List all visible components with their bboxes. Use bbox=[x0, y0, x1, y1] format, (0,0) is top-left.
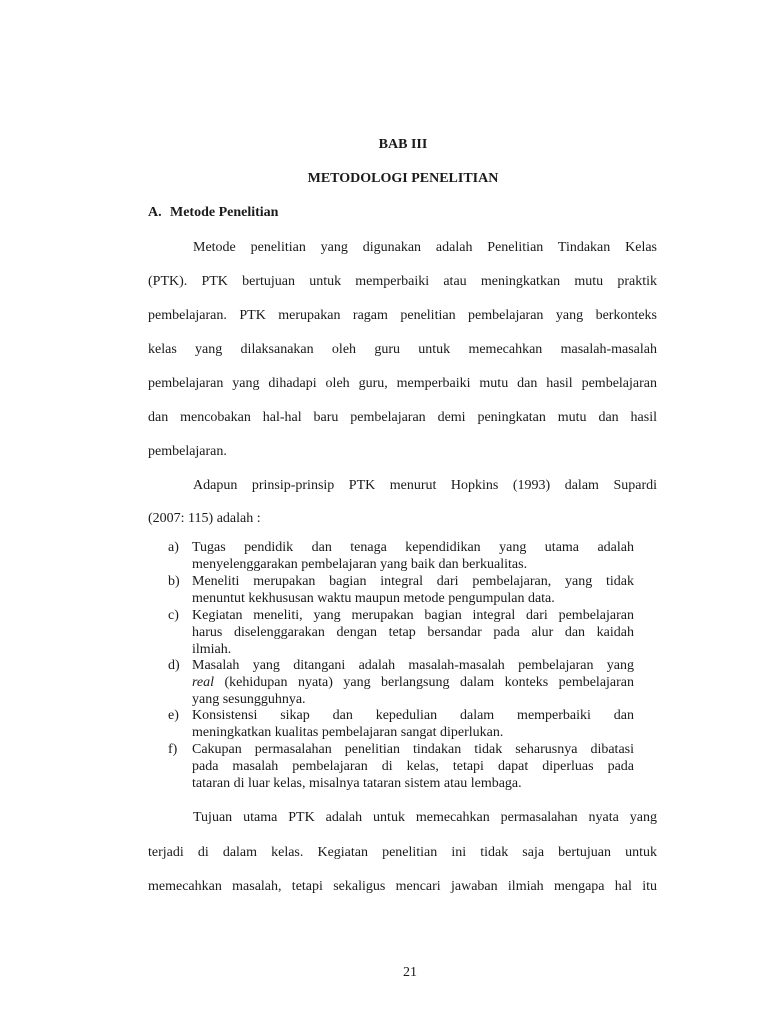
chapter-number: BAB III bbox=[378, 137, 428, 152]
list-item-line-rest: (kehidupan nyata) yang berlangsung dalam konteks pembelajaran bbox=[224, 675, 635, 690]
list-item-line: meningkatkan kualitas pembelajaran sangat diperlukan. bbox=[192, 725, 504, 740]
list-item-line bbox=[192, 675, 634, 691]
list-item-label: f) bbox=[168, 742, 178, 757]
paragraph-line: dan mencobakan hal-hal baru pembelajaran demi peningkatan mutu dan hasil bbox=[148, 410, 657, 425]
list-item-line: Cakupan permasalahan penelitian tindakan tidak seharusnya dibatasi bbox=[192, 742, 634, 757]
paragraph-line: pembelajaran. bbox=[148, 444, 227, 459]
paragraph-line: (PTK). PTK bertujuan untuk memperbaiki atau meningkatkan mutu praktik bbox=[148, 274, 657, 289]
section-title: Metode Penelitian bbox=[170, 205, 279, 220]
list-item-line: ilmiah. bbox=[192, 642, 232, 657]
list-item-label: d) bbox=[168, 658, 180, 673]
section-number: A. bbox=[148, 205, 162, 220]
page-number: 21 bbox=[403, 965, 417, 980]
list-item-line: Masalah yang ditangani adalah masalah-masalah pembelajaran yang bbox=[192, 658, 634, 673]
list-item-line: Konsistensi sikap dan kepedulian dalam memperbaiki dan bbox=[192, 708, 634, 723]
chapter-title: METODOLOGI PENELITIAN bbox=[307, 171, 499, 186]
paragraph-line: Adapun prinsip-prinsip PTK menurut Hopkins (1993) dalam Supardi bbox=[193, 478, 657, 493]
list-item-label: a) bbox=[168, 540, 179, 555]
paragraph-line: Tujuan utama PTK adalah untuk memecahkan permasalahan nyata yang bbox=[193, 810, 657, 825]
list-item-label: b) bbox=[168, 574, 180, 589]
paragraph-line: pembelajaran. PTK merupakan ragam penelitian pembelajaran yang berkonteks bbox=[148, 308, 657, 323]
list-item-line: tataran di luar kelas, misalnya tataran sistem atau lembaga. bbox=[192, 776, 522, 791]
paragraph-line: terjadi di dalam kelas. Kegiatan penelitian ini tidak saja bertujuan untuk bbox=[148, 845, 657, 860]
list-item-line: Kegiatan meneliti, yang merupakan bagian integral dari pembelajaran bbox=[192, 608, 634, 623]
list-item-line: menyelenggarakan pembelajaran yang baik dan berkualitas. bbox=[192, 557, 528, 572]
list-item-line: Tugas pendidik dan tenaga kependidikan yang utama adalah bbox=[192, 540, 634, 555]
list-item-line: menuntut kekhususan waktu maupun metode pengumpulan data. bbox=[192, 591, 555, 606]
section-heading bbox=[148, 205, 278, 221]
paragraph-line: pembelajaran yang dihadapi oleh guru, memperbaiki mutu dan hasil pembelajaran bbox=[148, 376, 657, 391]
paragraph-line: Metode penelitian yang digunakan adalah Penelitian Tindakan Kelas bbox=[193, 240, 657, 255]
list-item-label: c) bbox=[168, 608, 179, 623]
list-item-line: yang sesungguhnya. bbox=[192, 692, 306, 707]
italic-term: real bbox=[192, 675, 215, 690]
list-item-line: Meneliti merupakan bagian integral dari pembelajaran, yang tidak bbox=[192, 574, 634, 589]
paragraph-line: memecahkan masalah, tetapi sekaligus mencari jawaban ilmiah mengapa hal itu bbox=[148, 879, 657, 894]
list-item-line: harus diselenggarakan dengan tetap bersandar pada alur dan kaidah bbox=[192, 625, 634, 640]
paragraph-line: (2007: 115) adalah : bbox=[148, 511, 261, 526]
paragraph-line: kelas yang dilaksanakan oleh guru untuk memecahkan masalah-masalah bbox=[148, 342, 657, 357]
list-item-line: pada masalah pembelajaran di kelas, tetapi dapat diperluas pada bbox=[192, 759, 634, 774]
list-item-label: e) bbox=[168, 708, 179, 723]
